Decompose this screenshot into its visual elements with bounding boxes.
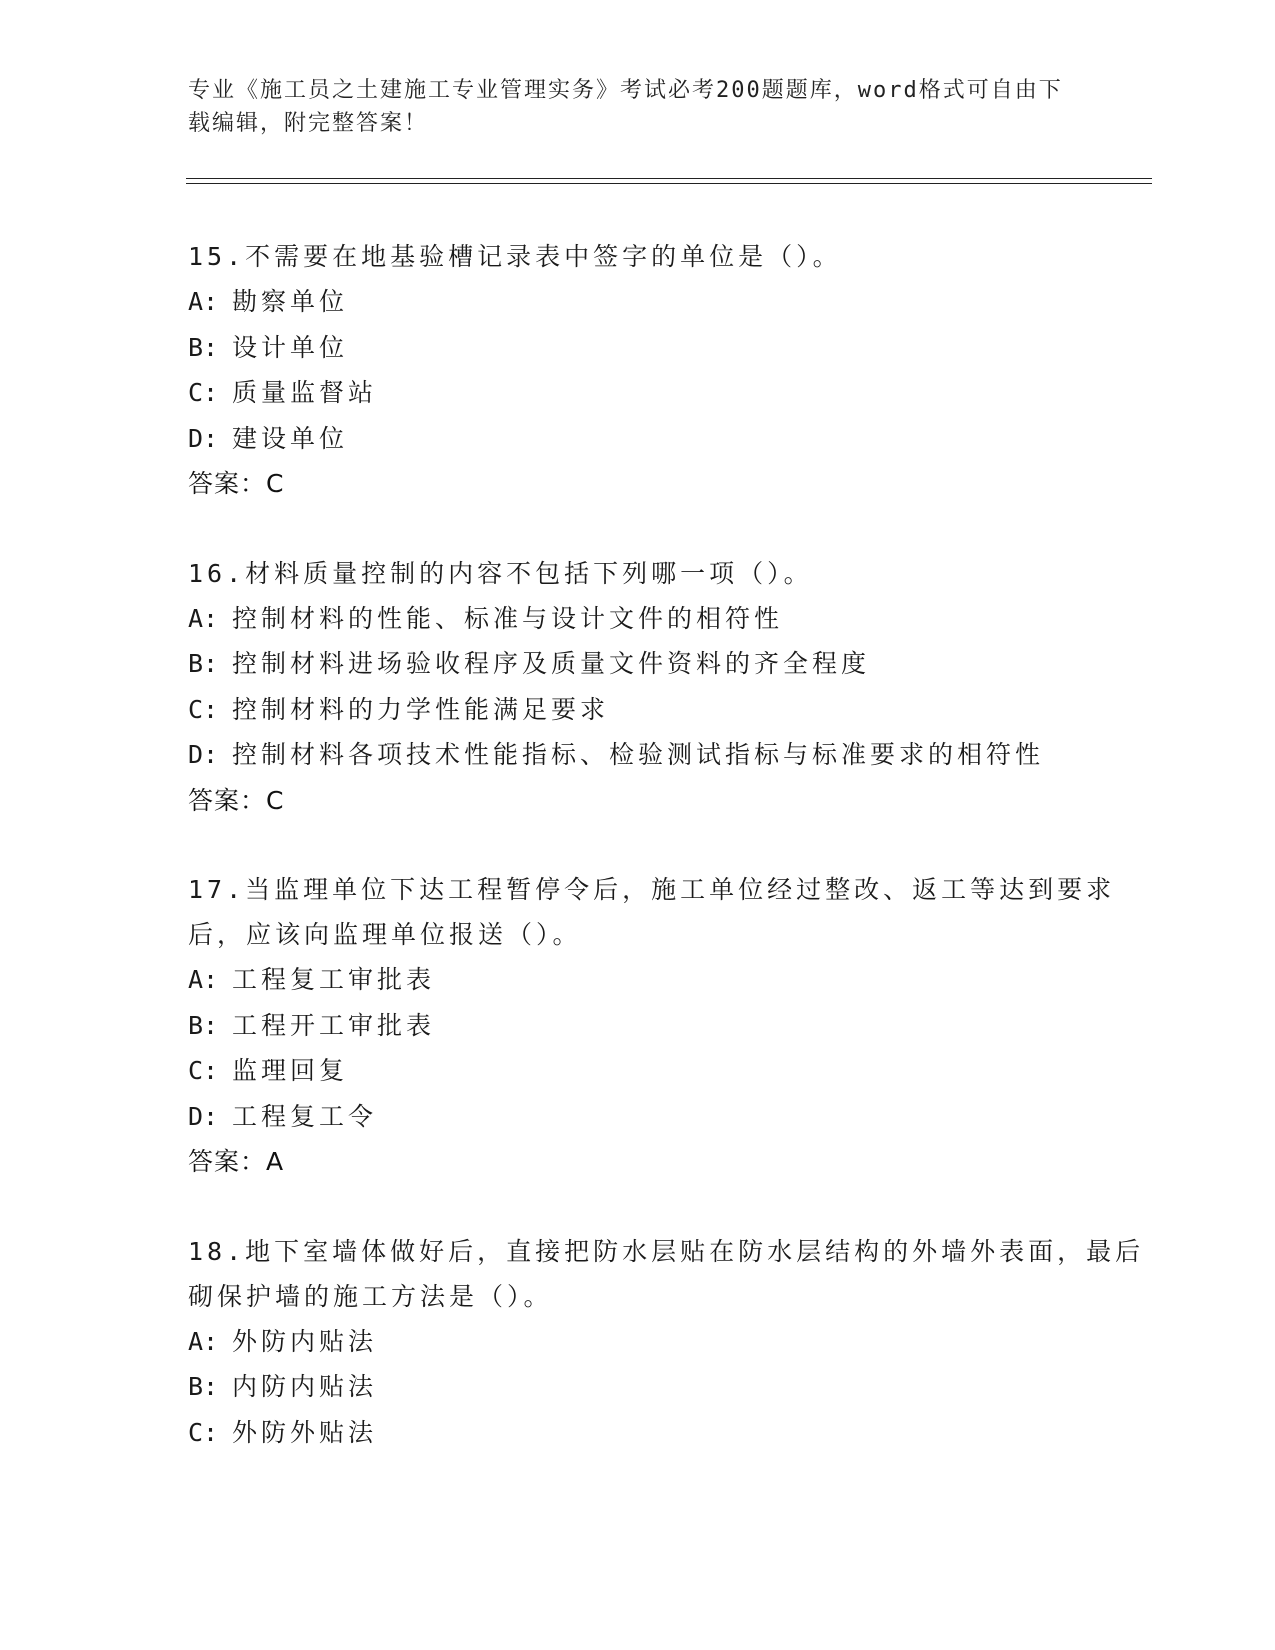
question-18 [188,1229,1148,1456]
option-key: D: [188,423,219,453]
option-key: C: [188,1056,219,1085]
option-b [188,1003,1148,1049]
option-text: 控制材料的力学性能满足要求 [232,694,610,724]
option-text: 勘察单位 [232,287,349,316]
answer-line: 答案：C [188,469,285,498]
question-stem: 15.不需要在地基验槽记录表中签字的单位是（）。 [188,242,842,271]
option-key: C: [188,694,219,724]
option-text: 外防外贴法 [232,1417,378,1447]
header-divider-bottom [186,183,1152,184]
option-key: C: [188,378,219,407]
option-text: 控制材料的性能、标准与设计文件的相符性 [232,603,784,633]
option-c [188,1410,1148,1456]
option-key: D: [188,740,219,769]
question-list [188,234,1148,1499]
option-key: A: [188,603,219,633]
option-text: 质量监督站 [232,378,378,407]
option-text: 控制材料进场验收程序及质量文件资料的齐全程度 [232,649,871,678]
option-a [188,279,1148,325]
answer-line: 答案：A [188,1147,285,1176]
option-c [188,687,1148,733]
option-text: 外防内贴法 [232,1326,378,1356]
option-a [188,1319,1148,1365]
question-16 [188,551,1148,824]
option-text: 工程复工令 [232,1101,378,1131]
question-stem: 16.材料质量控制的内容不包括下列哪一项（）。 [188,558,813,588]
option-key: B: [188,1372,219,1401]
option-key: B: [188,1010,219,1040]
option-text: 控制材料各项技术性能指标、检验测试指标与标准要求的相符性 [232,740,1045,769]
header-divider-top [186,178,1152,179]
option-text: 工程复工审批表 [232,965,436,994]
option-b [188,1364,1148,1410]
option-key: B: [188,332,219,362]
option-a [188,596,1148,642]
question-15 [188,234,1148,507]
option-text: 监理回复 [232,1056,349,1085]
question-17 [188,867,1148,1185]
option-text: 工程开工审批表 [232,1010,436,1040]
option-d [188,1094,1148,1140]
option-key: D: [188,1101,219,1131]
option-b [188,325,1148,371]
option-key: A: [188,287,219,316]
option-key: A: [188,1326,219,1356]
option-b [188,641,1148,687]
option-c [188,1048,1148,1094]
document-intro: 专业《施工员之土建施工专业管理实务》考试必考200题题库，word格式可自由下载编辑，附完整答案！ [188,78,1063,136]
option-key: C: [188,1417,219,1447]
answer-line: 答案：C [188,785,285,815]
question-stem: 18.地下室墙体做好后，直接把防水层贴在防水层结构的外墙外表面，最后砌保护墙的施工方法是（）。 [188,1236,1145,1311]
question-stem: 17.当监理单位下达工程暂停令后，施工单位经过整改、返工等达到要求后，应该向监理单位报送（）。 [188,875,1116,949]
option-d [188,416,1148,462]
option-key: A: [188,965,219,994]
option-key: B: [188,649,219,678]
option-c [188,370,1148,416]
option-a [188,957,1148,1003]
option-text: 建设单位 [232,423,349,453]
option-d [188,732,1148,778]
option-text: 设计单位 [232,332,349,362]
option-text: 内防内贴法 [232,1372,378,1401]
